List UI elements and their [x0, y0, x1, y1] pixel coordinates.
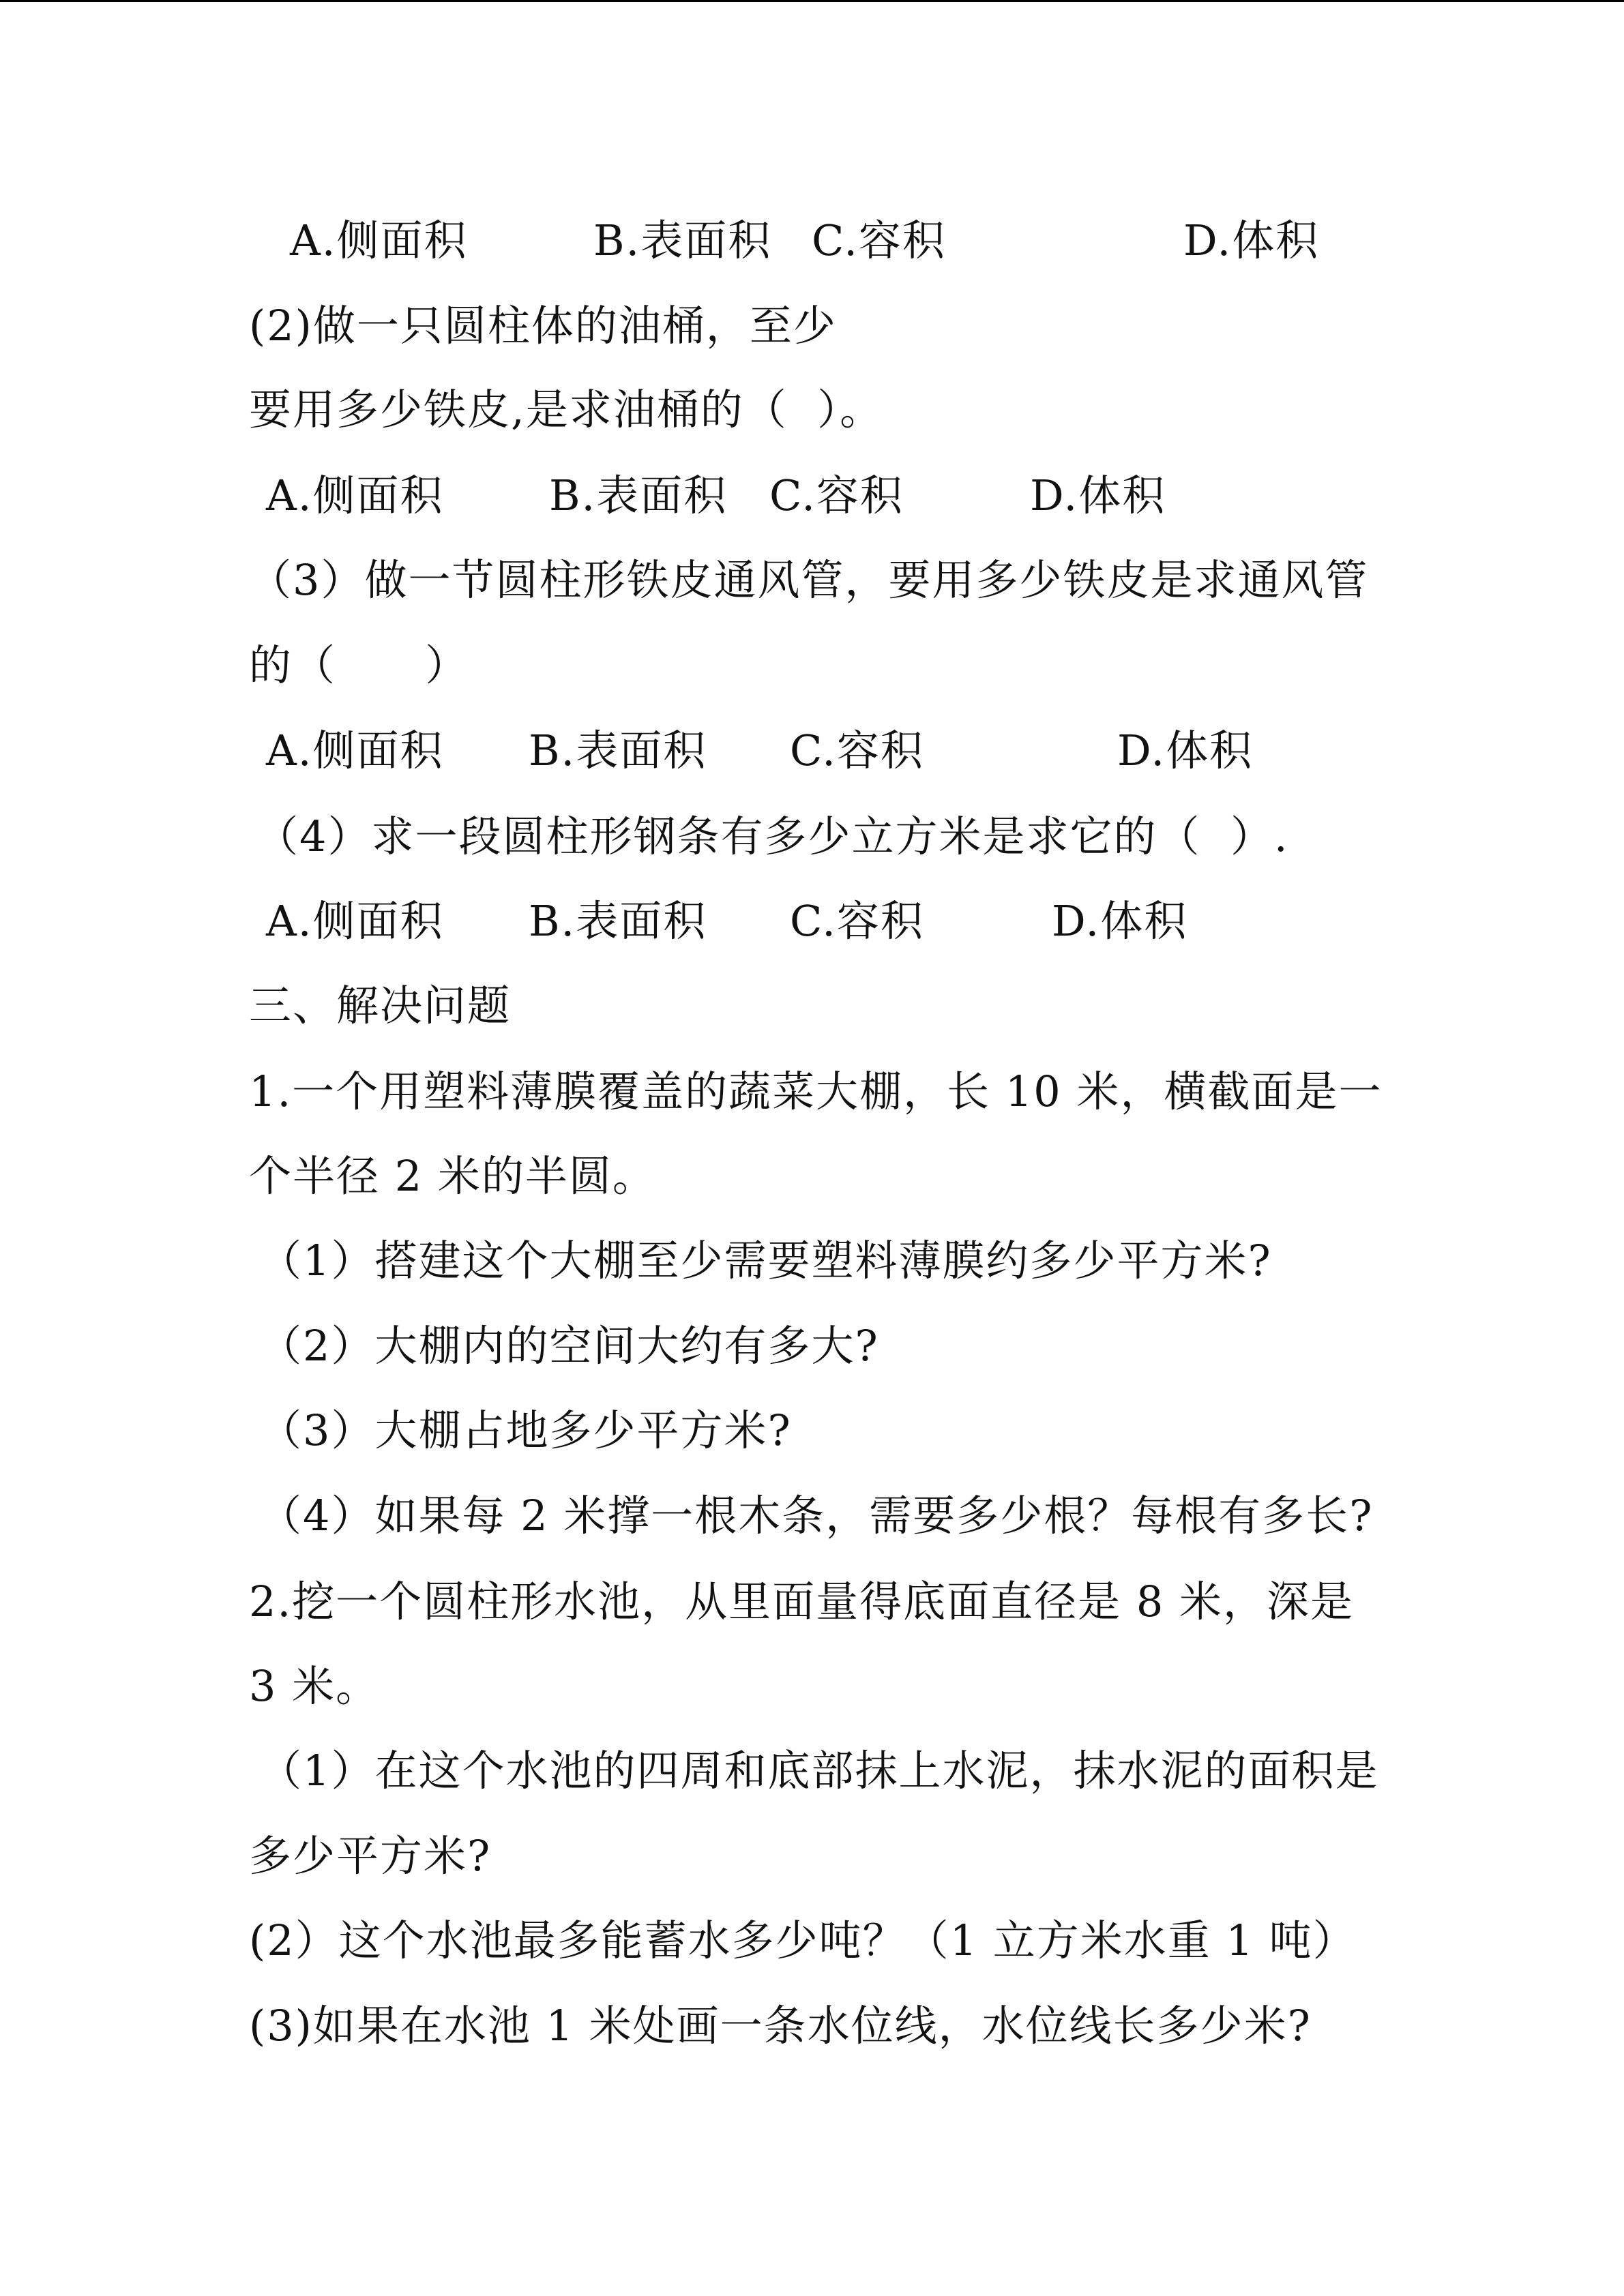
q3-option-d: D.体积	[1117, 726, 1254, 775]
q2-stem-line1: (2)做一只圆柱体的油桶，至少	[249, 301, 837, 351]
q4-option-a: A.侧面积	[266, 896, 444, 946]
q3-stem-line2: 的（ ）	[249, 640, 469, 690]
q4-option-c: C.容积	[790, 896, 924, 946]
problem-1-sub4: （4）如果每 2 米撑一根木条，需要多少根？每根有多长?	[259, 1491, 1374, 1540]
problem-2-sub1-line2: 多少平方米?	[249, 1831, 492, 1881]
problem-1-sub1: （1）搭建这个大棚至少需要塑料薄膜约多少平方米?	[259, 1236, 1272, 1285]
problem-1-sub3: （3）大棚占地多少平方米?	[259, 1405, 792, 1455]
problem-2-sub2: (2）这个水池最多能蓄水多少吨？（1 立方米水重 1 吨）	[249, 1915, 1357, 1965]
problem-2-sub3: (3)如果在水池 1 米处画一条水位线，水位线长多少米?	[249, 2001, 1312, 2051]
q4-stem: （4）求一段圆柱形钢条有多少立方米是求它的（ ）.	[256, 811, 1289, 861]
q2-option-b: B.表面积	[549, 471, 728, 520]
problem-1-sub2: （2）大棚内的空间大约有多大?	[259, 1321, 879, 1371]
problem-2-line2: 3 米。	[249, 1661, 380, 1711]
q3-option-c: C.容积	[790, 726, 924, 775]
q1-option-b: B.表面积	[593, 215, 772, 265]
problem-2-sub1-line1: （1）在这个水池的四周和底部抹上水泥，抹水泥的面积是	[259, 1746, 1379, 1795]
problem-1-line1: 1.一个用塑料薄膜覆盖的蔬菜大棚，长 10 米，横截面是一	[249, 1067, 1383, 1116]
problem-2-line1: 2.挖一个圆柱形水池，从里面量得底面直径是 8 米，深是	[249, 1577, 1355, 1626]
q1-option-d: D.体积	[1183, 215, 1320, 265]
q2-stem-line2: 要用多少铁皮,是求油桶的（ ）。	[249, 385, 884, 434]
q3-option-a: A.侧面积	[266, 726, 444, 775]
q1-option-a: A.侧面积	[290, 215, 468, 265]
q3-stem-line1: （3）做一节圆柱形铁皮通风管，要用多少铁皮是求通风管	[249, 555, 1369, 605]
q3-option-b: B.表面积	[529, 726, 707, 775]
section-3-heading: 三、解决问题	[249, 981, 512, 1030]
q4-option-b: B.表面积	[529, 896, 707, 946]
page-top-border	[0, 0, 1624, 2]
q2-option-c: C.容积	[769, 471, 904, 520]
q4-option-d: D.体积	[1052, 896, 1188, 946]
q1-option-c: C.容积	[812, 215, 946, 265]
q2-option-a: A.侧面积	[266, 471, 444, 520]
problem-1-line2: 个半径 2 米的半圆。	[249, 1151, 656, 1201]
q2-option-d: D.体积	[1030, 471, 1166, 520]
